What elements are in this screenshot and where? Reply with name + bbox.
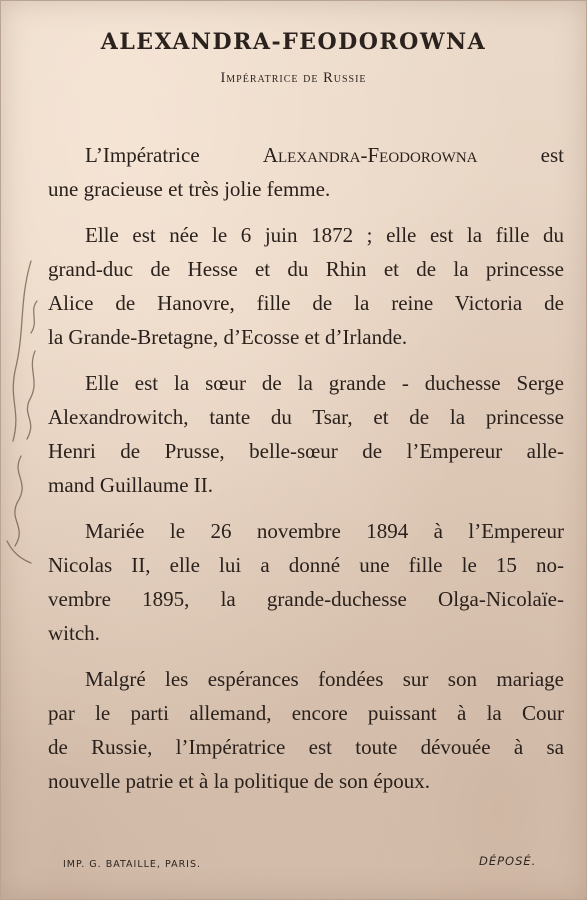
paragraph-1 <box>48 138 564 206</box>
paragraph-4 <box>48 514 564 650</box>
text-line: Nicolas II, elle lui a donné une fille le 15 no- <box>48 553 564 577</box>
paragraph-2 <box>48 218 564 354</box>
text-line: nouvelle patrie et à la politique de son époux. <box>48 769 430 793</box>
text-line: grand-duc de Hesse et du Rhin et de la princesse <box>48 257 564 281</box>
text-line: Alice de Hanovre, fille de la reine Victoria de <box>48 291 564 315</box>
pencil-signature <box>1 241 49 571</box>
text-line: mand Guillaume II. <box>48 473 214 497</box>
text-line: Alexandrowitch, tante du Tsar, et de la princesse <box>48 405 564 429</box>
text-line: Malgré les espérances fondées sur son mariage <box>85 667 564 691</box>
text-line: la Grande-Bretagne, d’Ecosse et d’Irlande. <box>48 325 408 349</box>
text-line: L’Impératrice Alexandra-Feodorowna est <box>85 143 564 167</box>
text-line: Elle est née le 6 juin 1872 ; elle est la fille du <box>85 223 564 247</box>
text-line: vembre 1895, la grande-duchesse Olga-Nicolaïe- <box>48 587 564 611</box>
biography-text <box>48 138 564 810</box>
card-title: ALEXANDRA-FEODOROWNA <box>100 29 487 55</box>
card-subtitle: Impératrice de Russie <box>220 70 367 86</box>
text-line: par le parti allemand, encore puissant à la Cour <box>48 701 564 725</box>
text-line: Henri de Prusse, belle-sœur de l’Empereur alle- <box>48 439 564 463</box>
text-line: Elle est la sœur de la grande - duchesse Serge <box>85 371 564 395</box>
text-line: de Russie, l’Impératrice est toute dévouée à sa <box>48 735 564 759</box>
text-line: Mariée le 26 novembre 1894 à l’Empereur <box>85 519 564 543</box>
text-line: une gracieuse et très jolie femme. <box>48 177 331 201</box>
printer-imprint: IMP. G. BATAILLE, PARIS. <box>63 859 202 870</box>
text-line: witch. <box>48 621 100 645</box>
registered-mark: DÉPOSÉ. <box>479 854 537 868</box>
paragraph-3 <box>48 366 564 502</box>
paragraph-5 <box>48 662 564 798</box>
